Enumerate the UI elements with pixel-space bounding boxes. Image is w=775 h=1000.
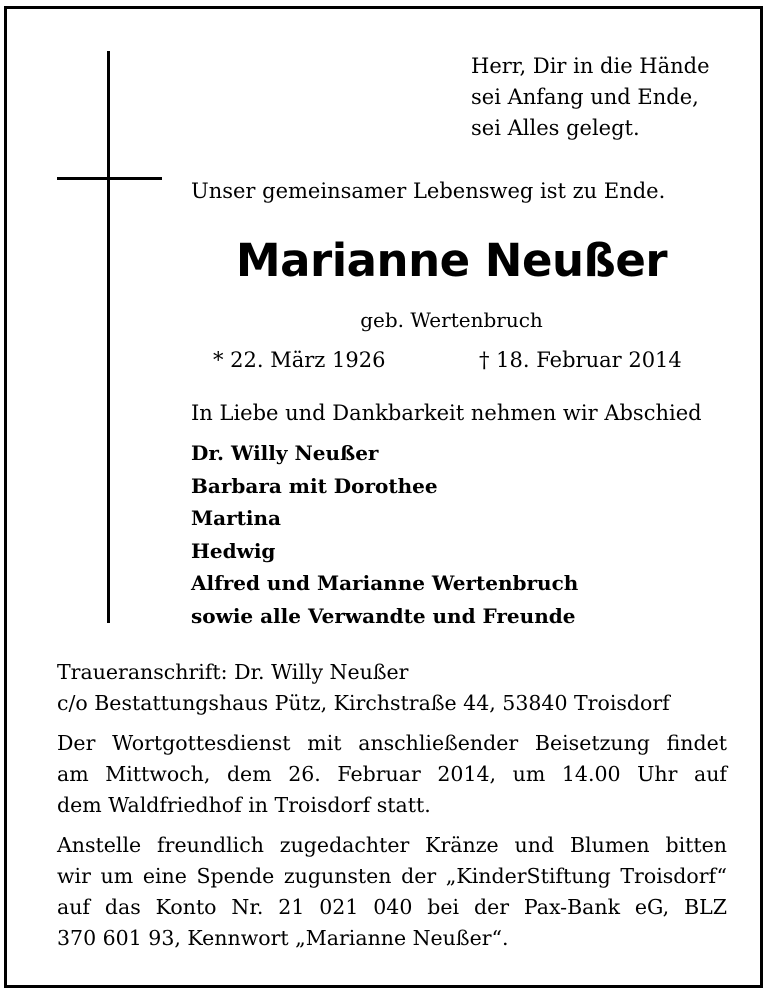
cross-icon-horizontal — [57, 177, 162, 180]
maiden-name: geb. Wertenbruch — [360, 308, 543, 332]
birth-date: * 22. März 1926 — [213, 348, 386, 372]
donation-line: auf das Konto Nr. 21 021 040 bei der Pax-Bank eG, BLZ — [57, 895, 727, 919]
mourner-name: Hedwig — [191, 538, 276, 563]
deceased-name: Marianne Neußer — [235, 234, 668, 287]
verse-line: sei Alles gelegt. — [471, 116, 640, 140]
mourner-name: Dr. Willy Neußer — [191, 441, 379, 465]
mourner-name: Martina — [191, 506, 281, 530]
verse-line: Herr, Dir in die Hände — [471, 54, 710, 78]
donation-line: Anstelle freundlich zugedachter Kränze und Blumen bitten — [57, 833, 727, 857]
verse-line: sei Anfang und Ende, — [471, 85, 699, 109]
service-line: am Mittwoch, dem 26. Februar 2014, um 14.00 Uhr auf — [57, 762, 727, 786]
donation-info — [57, 830, 727, 954]
address-line: Traueranschrift: Dr. Willy Neußer — [57, 660, 409, 684]
intro-text: Unser gemeinsamer Lebensweg ist zu Ende. — [191, 179, 666, 203]
death-date: † 18. Februar 2014 — [479, 348, 682, 372]
donation-line: wir um eine Spende zugunsten der „KinderStiftung Troisdorf“ — [57, 864, 727, 888]
service-line: Der Wortgottesdienst mit anschließender Beisetzung findet — [57, 731, 727, 755]
service-line: dem Waldfriedhof in Troisdorf statt. — [57, 793, 431, 817]
mourners-list — [191, 437, 578, 632]
donation-line: 370 601 93, Kennwort „Marianne Neußer“. — [57, 926, 509, 950]
obituary-frame — [4, 6, 763, 988]
cross-icon-vertical — [107, 51, 110, 623]
bible-verse — [471, 51, 710, 144]
mourner-name: Alfred und Marianne Wertenbruch — [191, 571, 579, 595]
details-section — [57, 657, 727, 963]
mourner-name: sowie alle Verwandte und Freunde — [191, 603, 576, 628]
address-line: c/o Bestattungshaus Pütz, Kirchstraße 44, 53840 Troisdorf — [57, 691, 670, 715]
mourning-address — [57, 657, 727, 719]
service-info — [57, 728, 727, 821]
mourner-name: Barbara mit Dorothee — [191, 473, 438, 498]
farewell-text: In Liebe und Dankbarkeit nehmen wir Abschied — [191, 401, 702, 425]
